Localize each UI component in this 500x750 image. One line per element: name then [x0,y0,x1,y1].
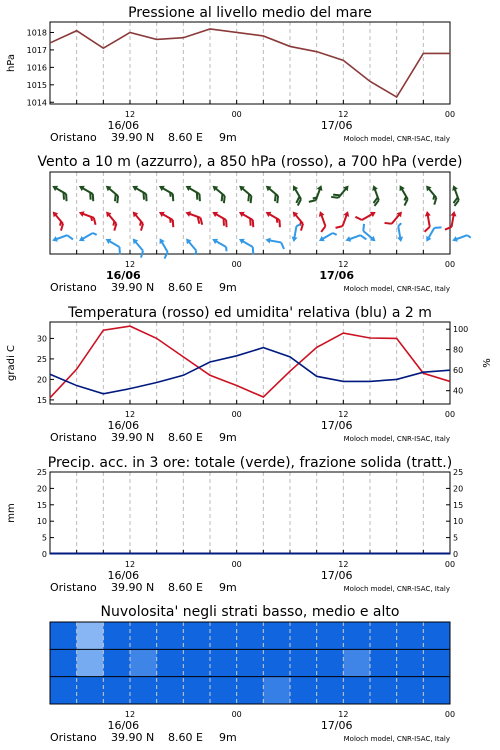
barb-head [104,236,111,244]
barb-head [51,183,58,191]
cloud-cell-basso [343,677,370,705]
barb-head [211,236,218,244]
wind-barb-850-hPa [128,210,148,231]
cloud-cell-basso [263,677,290,705]
panel-title-1: Pressione al livello medio del mare [128,5,372,21]
cloud-cell-basso [130,677,157,705]
hour-tick-label: 12 [338,110,349,119]
date-label: 17/06 [320,719,353,732]
time-axis-4 [50,560,455,594]
station-lon: 8.60 E [168,581,203,594]
panel-title-5: Nuvolosita' negli strati basso, medio e alto [100,604,400,620]
model-source: Moloch model, CNR-ISAC, Italy [343,285,450,293]
station-elevation: 9m [219,431,237,444]
cloud-cell-alto [157,622,184,650]
barb-head [450,184,457,191]
hour-tick-label: 00 [231,710,242,719]
hour-tick-label: 12 [124,410,136,419]
barb-feather [360,234,366,241]
wind-barb-700-hPa [183,183,205,201]
y-tick-label-right: 40 [453,386,464,396]
wind-barb-10-m [183,237,200,255]
cloud-cell-basso [317,677,344,705]
wind-barb-10-m [154,237,172,259]
y-axis-label: gradi C [6,345,17,381]
cloud-cell-alto [397,622,424,650]
cloud-cell-basso [237,677,264,705]
barb-half-feather [467,234,471,238]
cloud-cell-medio [343,649,370,677]
barb-feather [434,224,441,230]
wind-barb-850-hPa [445,210,457,231]
barb-feather [280,242,285,249]
y-tick-label-right: 15 [453,500,464,510]
barb-head [264,209,271,217]
wind-barb-850-hPa [263,209,285,227]
cloud-cell-medio [317,649,344,677]
barb-head [157,237,165,244]
cloud-cell-medio [370,649,397,677]
cloud-cell-alto [210,622,237,650]
wind-barb-10-m [344,231,366,246]
wind-barb-850-hPa [77,209,99,224]
wind-barb-10-m [51,231,73,246]
hour-tick-label: 12 [124,260,136,269]
y-tick-label: 20 [36,484,47,494]
station-lat: 39.90 N [111,581,155,594]
station-lon: 8.60 E [168,131,203,144]
barb-head [157,183,164,191]
y-tick-label: 20 [36,375,47,385]
model-source: Moloch model, CNR-ISAC, Italy [343,435,450,443]
barb-head [131,183,138,191]
cloud-cell-medio [103,649,130,677]
cloud-cell-basso [370,677,397,705]
date-label: 17/06 [320,419,353,432]
cloud-panel [50,622,451,705]
barb-head [77,183,84,191]
plot-frame [50,472,450,554]
y-tick-label: 1016 [26,63,47,73]
time-axis-2 [50,260,455,294]
model-source: Moloch model, CNR-ISAC, Italy [343,735,450,743]
date-label: 16/06 [106,269,141,282]
barb-feather [336,224,343,230]
hour-tick-label: 00 [444,260,456,269]
y-tick-label-right: 10 [453,517,464,527]
barb-head [424,211,431,217]
date-label: 16/06 [107,719,140,732]
y-tick-label: 10 [36,517,47,527]
y-tick-label: 25 [36,468,47,477]
wind-barb-700-hPa [421,184,441,205]
hour-tick-label: 00 [231,410,242,419]
y-tick-label: 30 [36,334,47,344]
wind-barb-850-hPa [288,210,308,231]
wind-barb-10-m [77,229,96,244]
hour-tick-label: 12 [124,710,136,719]
date-label: 17/06 [319,269,354,282]
y-tick-label: 1014 [26,98,47,108]
station-lat: 39.90 N [111,281,155,294]
cloud-cell-medio [157,649,184,677]
barb-half-feather [333,232,337,236]
precip-panel [6,468,463,559]
wind-barb-850-hPa [236,209,258,227]
wind-barb-850-hPa [209,209,231,227]
y-tick-label: 1017 [26,45,47,55]
y-tick-label: 15 [36,395,47,405]
wind-barb-10-m [103,236,125,254]
wind-barb-10-m [211,236,230,251]
humidity-line [50,348,450,394]
y-axis-label: % [482,358,493,368]
station-name: Oristano [50,731,97,744]
pressure-panel [6,22,450,107]
hour-tick-label: 00 [231,260,242,269]
y-tick-label-right: 0 [453,550,459,559]
barb-feather [360,224,367,231]
hour-tick-label: 12 [338,260,349,269]
cloud-cell-basso [103,677,130,705]
hour-tick-label: 12 [338,560,349,569]
y-tick-label-right: 20 [453,484,464,494]
y-tick-label-right: 25 [453,468,464,477]
cloud-cell-basso [77,677,104,705]
barb-feather [385,220,392,227]
station-lat: 39.90 N [111,431,155,444]
barb-feather [355,215,361,222]
barb-feather [250,247,256,254]
cloud-cell-medio [237,649,264,677]
hour-tick-label: 00 [444,560,456,569]
wind-barb-10-m [291,223,301,242]
station-elevation: 9m [219,281,237,294]
panel-title-2: Vento a 10 m (azzurro), a 850 hPa (rosso), a 700 hPa (verde) [37,154,463,170]
wind-barb-700-hPa [331,182,351,203]
hour-tick-label: 00 [444,710,456,719]
y-tick-label-right: 80 [453,345,464,355]
wind-barb-10-m [395,223,405,242]
date-label: 16/06 [107,419,140,432]
barb-head [184,209,191,216]
barb-feather [445,226,452,231]
y-axis-label: hPa [6,53,17,73]
station-name: Oristano [50,581,97,594]
hour-tick-label: 12 [338,710,349,719]
hour-tick-label: 00 [444,410,456,419]
hour-tick-label: 12 [124,560,136,569]
cloud-cell-medio [130,649,157,677]
wind-barb-700-hPa [156,183,178,201]
cloud-cell-alto [77,622,104,650]
model-source: Moloch model, CNR-ISAC, Italy [343,135,450,143]
barb-head [77,236,84,244]
cloud-cell-medio [210,649,237,677]
barb-head [290,184,298,191]
cloud-cell-medio [263,649,290,677]
cloud-cell-alto [103,622,130,650]
hour-tick-label: 00 [231,110,242,119]
y-tick-label-right: 5 [453,533,459,543]
station-lon: 8.60 E [168,731,203,744]
barb-head [317,236,324,244]
hour-tick-label: 00 [231,560,242,569]
barb-feather [320,226,327,232]
time-axis-3 [50,410,455,444]
barb-head [78,209,85,216]
wind-barb-850-hPa [336,209,351,231]
wind-barb-700-hPa [129,183,151,201]
wind-barb-850-hPa [385,208,405,229]
y-tick-label: 0 [41,550,47,559]
date-label: 16/06 [107,569,140,582]
station-lat: 39.90 N [111,731,155,744]
cloud-cell-medio [290,649,317,677]
date-label: 17/06 [320,119,353,132]
temperature-line [50,326,450,398]
wind-barb-10-m [424,223,442,245]
time-axis-5 [50,710,455,744]
barb-head [343,210,350,217]
barb-feather [424,227,431,232]
barb-half-feather [398,223,402,226]
station-lon: 8.60 E [168,431,203,444]
cloud-cell-medio [423,649,450,677]
cloud-cell-basso [290,677,317,705]
barb-head [291,237,298,243]
barb-feather [402,199,409,205]
station-lat: 39.90 N [111,131,155,144]
pressure-line [50,29,450,97]
barb-head [211,209,218,217]
date-label: 17/06 [320,569,353,582]
y-tick-label-right: 100 [453,325,469,335]
station-elevation: 9m [219,131,237,144]
hour-tick-label: 00 [444,110,456,119]
wind-barb-850-hPa [355,207,377,225]
wind-barb-850-hPa [48,210,68,231]
station-name: Oristano [50,131,97,144]
cloud-cell-basso [50,677,77,705]
wind-barb-700-hPa [235,183,256,203]
wind-barb-850-hPa [156,209,178,227]
y-axis-label: mm [6,503,17,523]
temp-panel [6,322,493,405]
wind-barb-10-m [317,229,336,244]
cloud-cell-alto [370,622,397,650]
wind-barb-700-hPa [49,183,71,201]
wind-barb-10-m [264,237,285,249]
y-tick-label: 15 [36,500,47,510]
y-tick-label: 1018 [26,28,47,38]
cloud-cell-alto [263,622,290,650]
hour-tick-label: 12 [338,410,349,419]
wind-barb-850-hPa [183,209,205,224]
time-axis-1 [50,110,455,144]
barb-head [370,184,377,191]
barb-half-feather [224,247,228,251]
wind-barb-10-m [236,236,258,254]
cloud-cell-medio [50,649,77,677]
cloud-cell-medio [77,649,104,677]
cloud-cell-alto [183,622,210,650]
station-elevation: 9m [219,581,237,594]
cloud-cell-basso [397,677,424,705]
cloud-cell-alto [423,622,450,650]
cloud-cell-alto [343,622,370,650]
barb-head [51,236,58,243]
y-tick-label-right: 60 [453,366,464,376]
cloud-cell-alto [290,622,317,650]
y-tick-label: 5 [41,533,47,543]
barb-head [317,184,324,191]
barb-head [397,237,404,243]
barb-head [451,236,458,243]
cloud-cell-basso [210,677,237,705]
station-name: Oristano [50,431,97,444]
panel-title-3: Temperatura (rosso) ed umidita' relativa (blu) a 2 m [68,305,432,321]
barb-head [237,236,244,244]
cloud-cell-alto [50,622,77,650]
barb-head [184,183,191,191]
barb-feather [116,247,122,254]
hour-tick-label: 12 [124,110,136,119]
cloud-cell-medio [183,649,210,677]
panel-title-4: Precip. acc. in 3 ore: totale (verde), frazione solida (tratt.) [47,455,453,471]
cloud-cell-basso [183,677,210,705]
barb-feather [309,198,316,204]
wind-panel [48,172,471,259]
wind-barb-850-hPa [101,210,121,231]
cloud-cell-alto [237,622,264,650]
barb-feather [67,234,73,241]
wind-barb-700-hPa [262,183,283,203]
barb-head [157,209,164,217]
cloud-cell-basso [157,677,184,705]
barb-head [451,211,458,217]
cloud-cell-alto [130,622,157,650]
cloud-cell-alto [317,622,344,650]
wind-barb-700-hPa [76,183,98,201]
wind-barb-700-hPa [209,183,230,203]
barb-head [265,237,271,244]
model-source: Moloch model, CNR-ISAC, Italy [343,585,450,593]
barb-head [424,236,432,243]
barb-feather [92,218,98,225]
barb-feather [162,252,169,258]
barb-half-feather [93,232,97,236]
wind-barb-700-hPa [102,183,123,203]
barb-head [370,209,377,217]
barb-head [317,210,324,217]
station-elevation: 9m [219,731,237,744]
barb-head [397,184,405,191]
station-name: Oristano [50,281,97,294]
barb-head [344,236,351,243]
date-label: 16/06 [107,119,140,132]
wind-barb-10-m [358,224,379,244]
barb-head [237,209,244,217]
y-tick-label: 25 [36,354,47,364]
cloud-cell-medio [397,649,424,677]
cloud-cell-basso [423,677,450,705]
barb-half-feather [296,224,300,227]
wind-barb-10-m [451,232,471,244]
station-lon: 8.60 E [168,281,203,294]
y-tick-label: 1015 [26,80,47,90]
